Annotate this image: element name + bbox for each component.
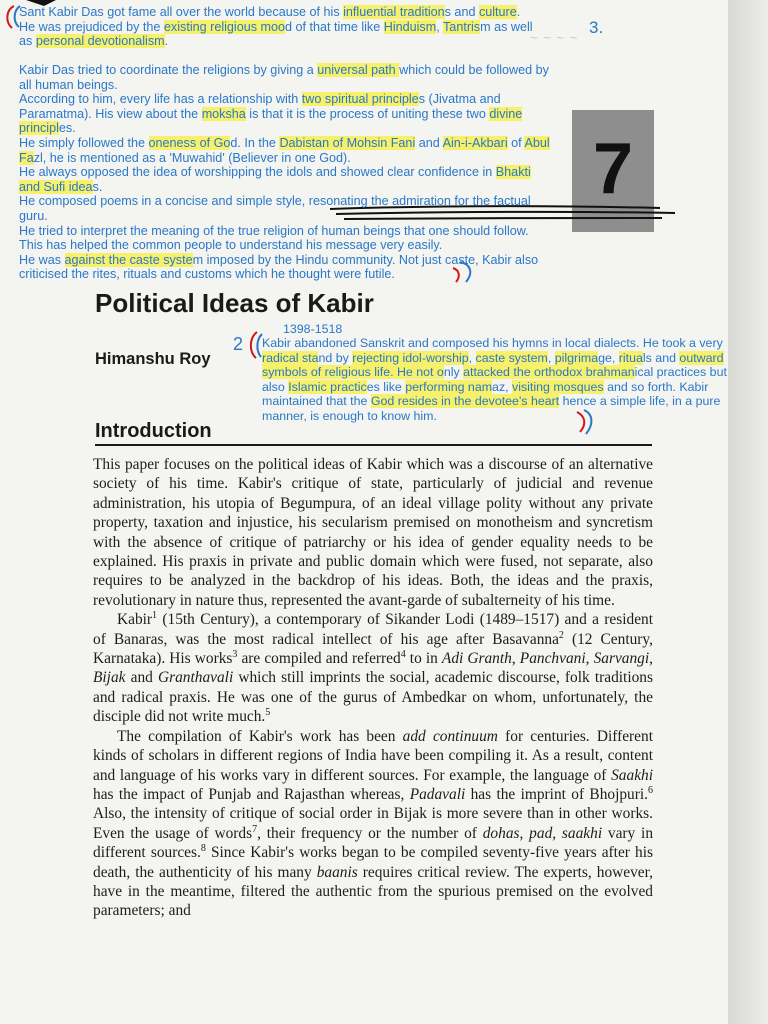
chapter-author: Himanshu Roy (95, 350, 211, 368)
body-text-run: Saakhi (611, 766, 653, 784)
body-text-run: The compilation of Kabir's work has been (117, 727, 403, 745)
note-marker-2: 2 (233, 334, 244, 354)
body-paragraph (93, 455, 653, 610)
body-text-run: , their frequency or the number of (257, 824, 483, 842)
body-text-run: has the imprint of Bhojpuri. (465, 785, 648, 803)
note-text: Kabir Das tried to coordinate the religions by giving a (19, 63, 318, 77)
highlighted-text: divine principl (19, 106, 523, 136)
note-text: He was (19, 252, 65, 267)
body-text-run: add continuum (402, 727, 498, 745)
note-text: is that it is the process of uniting these two (245, 106, 490, 121)
body-text-run: Padavali (409, 785, 466, 803)
note-text: which could be followed by all human beings. (19, 63, 549, 92)
highlighted-text: Dabistan of Mohsin Fani (279, 135, 416, 150)
note-text: , (436, 19, 444, 34)
note-text: hence a simple life, in a pure manner, is enough to know him. (262, 394, 721, 423)
body-text-run: (15th Century), a contemporary of Sikander Lodi (1489–1517) and a resident of Banaras, was the most radical intellect of his age after Basavanna (93, 611, 653, 648)
heading-rule (95, 444, 652, 446)
body-text-run: are compiled and referred (237, 650, 401, 668)
chapter-title: Political Ideas of Kabir (95, 288, 374, 318)
annotation-note-line (19, 194, 554, 223)
highlighted-text: existing religious moo (163, 19, 286, 34)
highlighted-text: caste system (475, 350, 548, 365)
red-bracket-top (7, 6, 14, 28)
body-text-run: which still imprints the social, academic discourse, folk traditions and radical praxis. He was one of the gurus of Ambedkar on whom, unfortunately, the disciple did not write much. (93, 669, 653, 726)
footnote-ref: 3 (232, 648, 238, 660)
body-text-run: and (125, 669, 158, 687)
body-text-run: requires critical review. The experts, however, have in the meantime, filtered the authentic from the spurious premised on the evolved parameters; and (93, 863, 653, 920)
note-text: nly (443, 365, 464, 380)
annotation-note-2-text (262, 336, 750, 424)
body-text-run: Panchvani (519, 650, 586, 668)
red-bracket-mid (251, 332, 257, 358)
highlighted-text: ritua (618, 350, 643, 365)
highlighted-text: culture (478, 5, 517, 19)
annotation-note-3 (19, 63, 554, 282)
annotation-note-line (19, 136, 554, 165)
highlighted-text: Bhakti and Sufi idea (19, 165, 531, 194)
body-text-run: Kabir (117, 611, 153, 629)
highlighted-text: pilgrima (554, 350, 599, 365)
body-text-run: (12 Century, Karnataka). His works (93, 630, 653, 668)
note-text: He always opposed the idea of worshipping the idols and showed clear confidence in (19, 165, 496, 180)
note-text: m as well as (19, 19, 533, 49)
note-text: s (Jivatma and Paramatma). His view about the (19, 92, 501, 121)
note-text: nd by (318, 350, 353, 365)
highlighted-text: Ain-i-Akbari (442, 135, 508, 150)
highlighted-text: personal devotionalism (35, 34, 165, 49)
annotation-note-line (19, 63, 554, 92)
body-text (93, 455, 653, 921)
annotation-note-line (19, 253, 554, 282)
note-text: es like (366, 379, 406, 394)
highlighted-text: universal path (317, 63, 400, 77)
footnote-ref: 1 (152, 610, 158, 622)
body-text-run: , (519, 824, 530, 842)
highlighted-text: performing nam (405, 379, 493, 394)
annotation-note-line (19, 165, 554, 194)
note-text: Kabir abandoned Sanskrit and composed his hymns in local dialects. He took a very (262, 336, 723, 350)
chapter-number: 7 (592, 129, 634, 209)
note-text: ge, (598, 350, 619, 365)
body-text-run: to in (405, 650, 442, 668)
body-text-run: This paper focuses on the political ideas of Kabir which was a discourse of an alternative society of his time. Kabir's critique of state, particularly of judicial and revenue administration, his utopia of Begumpura, of an ideal village polity without any private property, taxation and injustice, his secularism premised on monotheism and syncretism with the absence of critique of patriarchy or his idea of gender equality needs to be explained. His praxis in private and public domain which were fused, not separate, also requires to be analyzed in the backdrop of his ideas. Both, the ideas and the praxis, revolutionary in nature thus, represented the avant-garde of subalterneity of his time. (93, 456, 653, 609)
faded-header-text: ~ ~ ~ ~ (530, 30, 579, 45)
note-text: Sant Kabir Das got fame all over the world because of his (19, 5, 344, 19)
note-text: s and (444, 5, 479, 19)
body-text-run: Bijak (93, 669, 126, 687)
body-paragraph (93, 727, 653, 921)
note-text: According to him, every life has a relationship with (19, 92, 302, 107)
highlighted-text: attacked the orthodox brahman (463, 365, 635, 380)
section-heading: Introduction (95, 420, 212, 442)
note-text: es. (58, 121, 76, 136)
body-text-run: for centuries. Different kinds of scholars in different regions of India have been compiling it. As a result, content and language of his works vary in different sources. For example, the language of (93, 727, 653, 784)
footnote-ref: 5 (265, 707, 271, 719)
highlighted-text: moksha (201, 106, 246, 121)
highlighted-text: Islamic practic (288, 379, 367, 394)
note-text: of (507, 135, 525, 150)
note-text: He tried to interpret the meaning of the true religion of human beings that one should follow. This has helped the common people to understand his message very easily. (19, 223, 529, 253)
body-text-run: Sarvangi (593, 650, 650, 668)
note-text: ls and (642, 350, 680, 365)
annotation-note-line (19, 224, 554, 253)
body-text-run: , (552, 824, 562, 842)
highlighted-text: Hinduism (383, 19, 437, 34)
highlighted-text: visiting mosques (512, 379, 604, 394)
body-text-run: Adi Granth (441, 650, 512, 668)
annotation-note-1 (19, 5, 539, 49)
highlighted-text: two spiritual principle (301, 92, 419, 107)
footnote-ref: 8 (200, 843, 206, 854)
body-text-run: Granthavali (157, 669, 234, 687)
body-text-run: Also, the intensity of critique of social order in Bijak is more severe than in other works. Even the usage of words (93, 805, 653, 842)
body-text-run: pad (529, 824, 553, 842)
note-text: . He was prejudiced by the (19, 5, 521, 34)
body-text-run: Since Kabir's works began to be compiled seventy-five years after his death, the authenticity of his many (93, 844, 653, 881)
note-marker-3: 3. (589, 18, 604, 37)
note-text: and so forth. Kabir maintained that the (262, 379, 709, 409)
highlighted-text: God resides (370, 394, 438, 409)
annotation-note-2 (262, 336, 750, 424)
body-text-run: vary in different sources. (93, 824, 654, 862)
highlighted-text: in the devotee's heart (437, 394, 560, 409)
body-text-run: , (585, 650, 594, 668)
annotation-note-1-text (19, 5, 539, 49)
note-text: . (164, 34, 169, 49)
note-text: ical practices but also (262, 365, 727, 394)
footnote-ref: 6 (648, 784, 653, 796)
body-text-run: , (511, 650, 520, 668)
note-text: He simply followed the (19, 135, 149, 150)
body-paragraph (93, 610, 653, 726)
highlighted-text: outward symbols of religious life. He not o (262, 350, 724, 380)
note-text: zl, he is mentioned as a 'Muwahid' (Believer in one God). (33, 150, 351, 165)
note-text: and (415, 135, 443, 150)
note-text: m imposed by the Hindu community. Not just caste, Kabir also criticised the rites, rituals and customs which he thought were futile. (19, 252, 539, 282)
highlighted-text: Tantris (443, 19, 481, 34)
note-text: He composed poems in a concise and simple style, resonating the admiration for the factual guru. (19, 194, 531, 223)
footnote-ref: 7 (252, 823, 258, 835)
note-text: d of that time like (285, 19, 384, 34)
note-text: s. (92, 179, 103, 194)
highlighted-text: against the caste syste (64, 252, 193, 267)
highlighted-text: influential tradition (343, 5, 445, 19)
annotation-note-line (19, 92, 554, 136)
note-date: 1398-1518 (283, 322, 343, 336)
note-text: , (468, 350, 476, 365)
highlighted-text: Abul Fa (19, 135, 550, 165)
footnote-ref: 4 (400, 648, 406, 660)
note-text: az, (492, 379, 513, 394)
body-text-run: saakhi (561, 824, 603, 842)
highlighted-text: oneness of Go (148, 135, 231, 150)
body-text-run: , (649, 650, 653, 668)
note-text: d. In the (230, 135, 280, 150)
body-text-run: baanis (316, 863, 358, 881)
body-text-run: dohas (482, 824, 520, 842)
note-text: , (547, 350, 555, 365)
body-text-run: has the impact of Punjab and Rajasthan whereas, (93, 785, 410, 803)
highlighted-text: radical sta (262, 350, 319, 365)
footnote-ref: 2 (558, 629, 564, 641)
highlighted-text: rejecting idol-worship (352, 350, 469, 365)
